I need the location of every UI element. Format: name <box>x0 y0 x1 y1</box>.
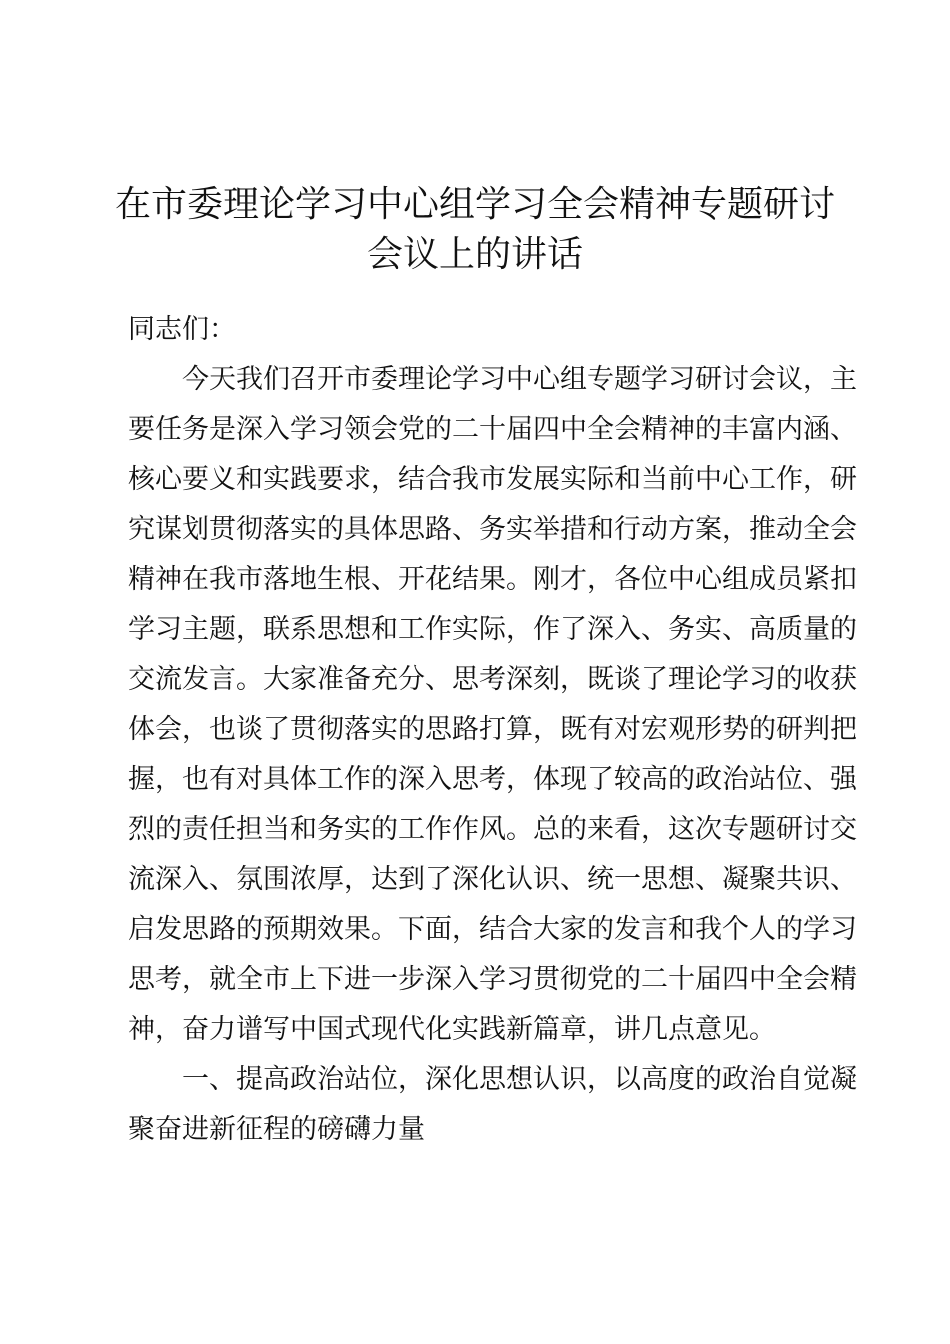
paragraph-line: 体会，也谈了贯彻落实的思路打算，既有对宏观形势的研判把 <box>128 714 857 745</box>
paragraph-line: 究谋划贯彻落实的具体思路、务实举措和行动方案，推动全会 <box>128 514 857 545</box>
section-heading-line: 一、提高政治站位，深化思想认识，以高度的政治自觉凝 <box>182 1064 857 1095</box>
paragraph-line: 烈的责任担当和务实的工作作风。总的来看，这次专题研讨交 <box>128 814 857 845</box>
paragraph-line: 交流发言。大家准备充分、思考深刻，既谈了理论学习的收获 <box>128 664 857 695</box>
paragraph-line: 核心要义和实践要求，结合我市发展实际和当前中心工作，研 <box>128 464 857 495</box>
paragraph-1 <box>128 355 857 1055</box>
document-title <box>100 180 850 280</box>
paragraph-line: 流深入、氛围浓厚，达到了深化认识、统一思想、凝聚共识、 <box>128 864 857 895</box>
document-body <box>128 305 857 1155</box>
paragraph-line: 启发思路的预期效果。下面，结合大家的发言和我个人的学习 <box>128 914 857 945</box>
title-line-1: 在市委理论学习中心组学习全会精神专题研讨 <box>114 184 835 225</box>
paragraph-line: 学习主题，联系思想和工作实际，作了深入、务实、高质量的 <box>128 614 857 645</box>
paragraph-line: 神，奋力谱写中国式现代化实践新篇章，讲几点意见。 <box>128 1014 776 1045</box>
paragraph-line: 思考，就全市上下进一步深入学习贯彻党的二十届四中全会精 <box>128 964 857 995</box>
salutation: 同志们： <box>128 314 236 345</box>
section-heading-line: 聚奋进新征程的磅礴力量 <box>128 1114 425 1145</box>
paragraph-line: 握，也有对具体工作的深入思考，体现了较高的政治站位、强 <box>128 764 857 795</box>
paragraph-line: 今天我们召开市委理论学习中心组专题学习研讨会议，主 <box>182 364 857 395</box>
title-line-2: 会议上的讲话 <box>366 234 583 275</box>
paragraph-line: 精神在我市落地生根、开花结果。刚才，各位中心组成员紧扣 <box>128 564 857 595</box>
section-1-heading <box>128 1055 857 1155</box>
paragraph-line: 要任务是深入学习领会党的二十届四中全会精神的丰富内涵、 <box>128 414 857 445</box>
